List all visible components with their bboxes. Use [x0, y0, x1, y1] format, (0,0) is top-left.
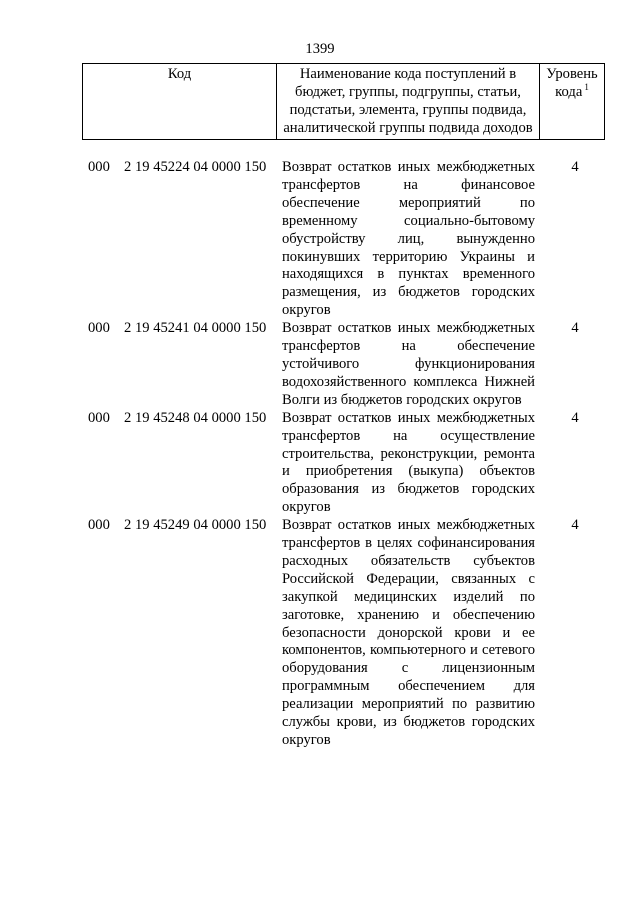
header-code: Код [167, 66, 192, 82]
table-body [0, 159, 640, 750]
row-admin-code: 000 [88, 517, 110, 534]
row-admin-code: 000 [88, 320, 110, 337]
row-name: Возврат остатков иных межбюджетных трансфертов на обеспечение устойчивого функционирования водохозяйственного комплекса Нижней Волги из бюджетов городских округов [282, 320, 535, 408]
table-row [0, 410, 640, 517]
table-row [0, 517, 640, 750]
table-row [0, 159, 640, 320]
row-name: Возврат остатков иных межбюджетных трансфертов на финансовое обеспечение мероприятий по временному социально-бытовому обустройству лиц, вынужденно покинувших территорию Украины и находящихся в пунктах временного размещения, из бюджетов городских округов [282, 159, 535, 319]
header-level-footnote: 1 [584, 81, 589, 92]
row-level: 4 [571, 159, 579, 175]
header-name: Наименование кода поступлений в бюджет, группы, подгруппы, статьи, подстатьи, элемента, группы подвида, аналитической группы подвида доходов [276, 64, 540, 139]
header-level [540, 64, 604, 139]
row-level: 4 [571, 517, 579, 534]
row-income-code: 2 19 45249 04 0000 150 [124, 517, 267, 534]
row-income-code: 2 19 45248 04 0000 150 [124, 409, 267, 426]
row-level: 4 [571, 409, 579, 426]
row-income-code: 2 19 45224 04 0000 150 [124, 159, 267, 175]
table-header [82, 63, 605, 140]
row-level: 4 [571, 320, 579, 337]
header-level-label: Уровень кода [546, 66, 598, 100]
table-row [0, 320, 640, 410]
page-number: 1399 [305, 41, 335, 57]
row-admin-code: 000 [88, 409, 110, 426]
row-income-code: 2 19 45241 04 0000 150 [124, 320, 267, 337]
row-admin-code: 000 [88, 159, 110, 175]
row-name: Возврат остатков иных межбюджетных трансфертов в целях софинансирования расходных обязательств субъектов Российской Федерации, связанных с закупкой медицинских изделий по заготовке, хранению и обеспечению безопасности донорской крови и ее компонентов, компьютерного и сетевого оборудования с лицензионным программным обеспечением для реализации мероприятий по развитию службы крови, из бюджетов городских округов [282, 517, 535, 748]
row-name: Возврат остатков иных межбюджетных трансфертов на осуществление строительства, реконструкции, ремонта и приобретения (выкупа) объектов образования из бюджетов городских округов [282, 409, 535, 516]
